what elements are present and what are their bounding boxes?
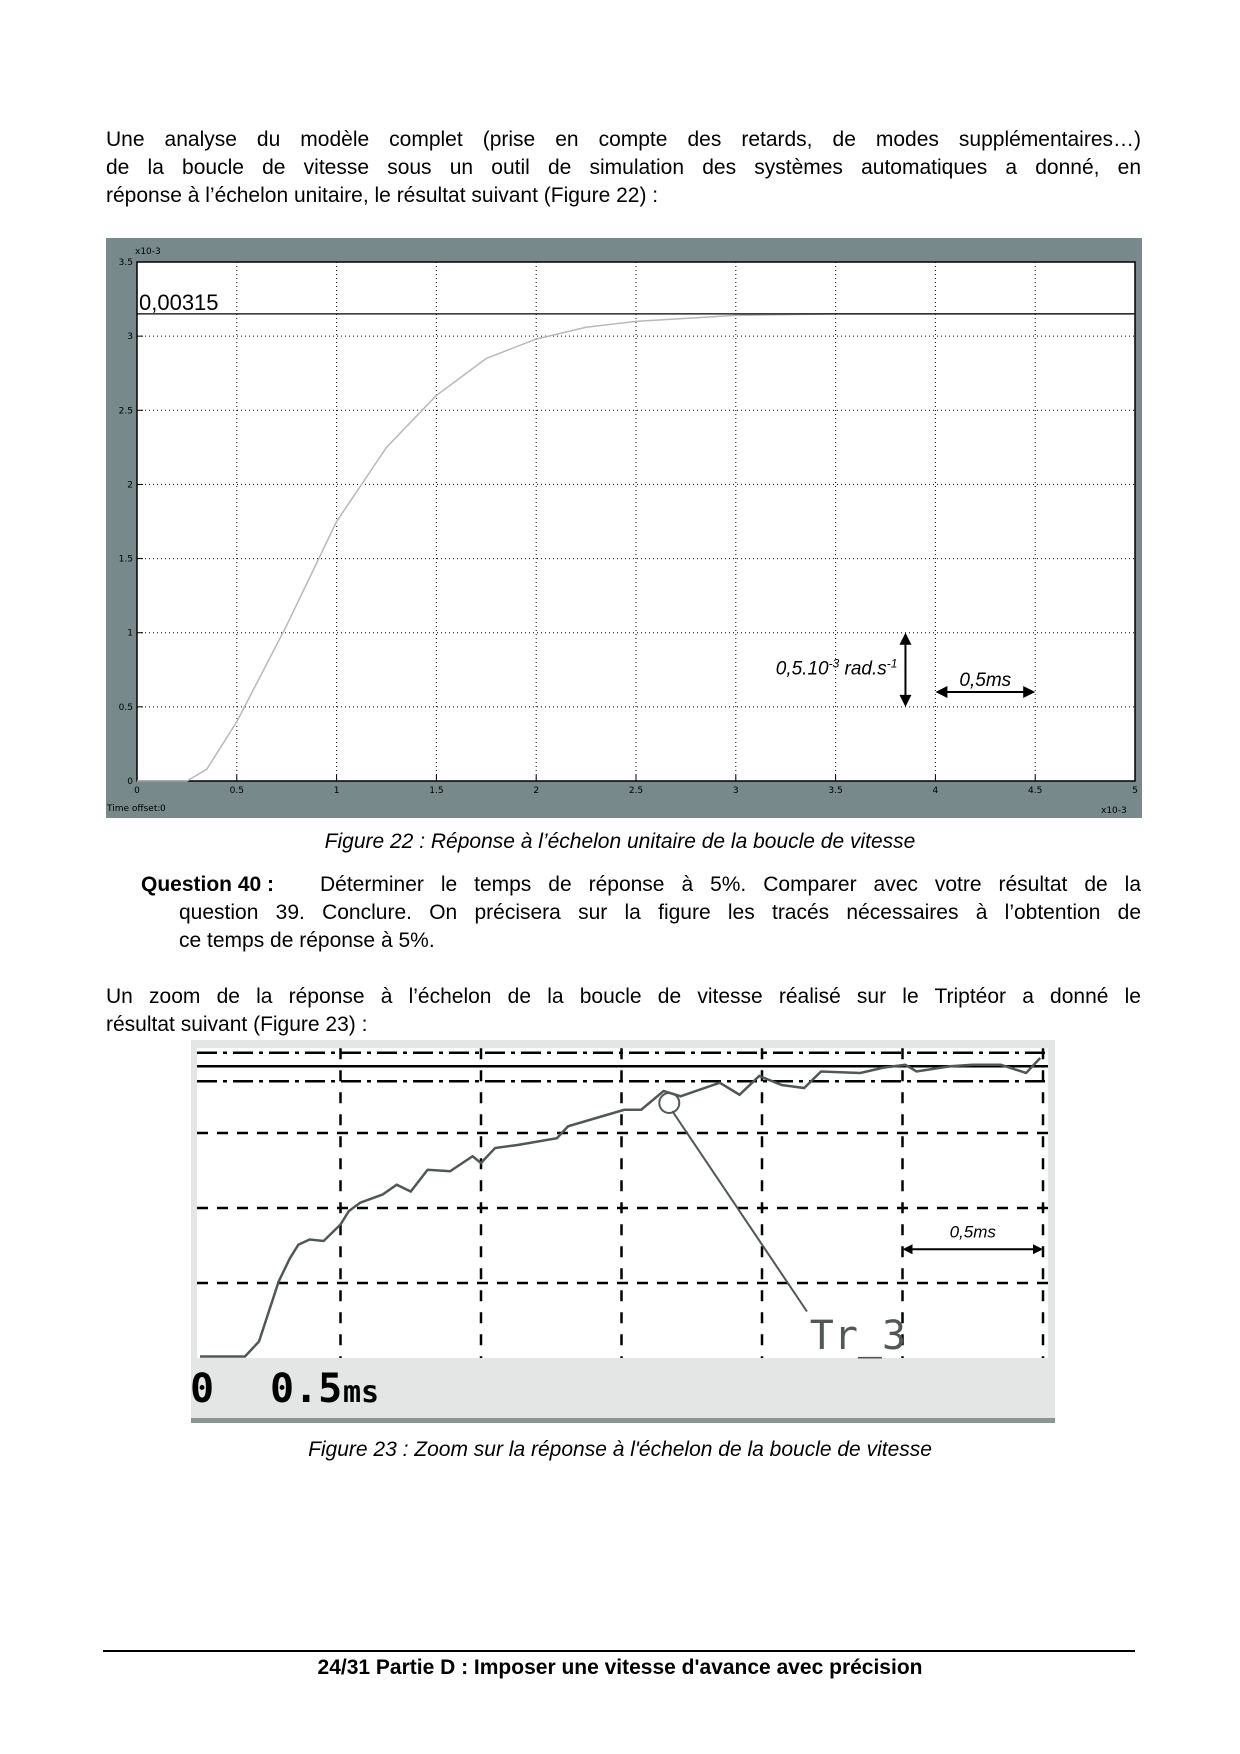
x-label-unit: ms (343, 1375, 380, 1410)
horizontal-scale-label: 0,5ms (959, 670, 1012, 692)
y-tick-label: 3.5 (118, 258, 133, 268)
y-tick-label: 3 (127, 332, 133, 343)
y-multiplier: x10-3 (135, 247, 161, 257)
time-offset-value: 0 (160, 804, 166, 814)
x-tick-label: 0 (134, 786, 140, 796)
x-label-zero: 0 (190, 1366, 215, 1412)
scale-label-part: -3 (828, 656, 840, 671)
scale-label-part: 0,5.10 (775, 658, 829, 680)
x-tick-label: 3 (732, 786, 739, 796)
x-tick-label: 5 (1132, 786, 1138, 796)
time-offset-label: Time offset: (107, 804, 161, 814)
x-tick-label: 2 (533, 786, 540, 796)
para2-line-2: résultat suivant (Figure 23) : (106, 1013, 368, 1036)
figure-23-caption: Figure 23 : Zoom sur la réponse à l'échelon de la boucle de vitesse (308, 1438, 932, 1461)
footer-text: 24/31 Partie D : Imposer une vitesse d'avance avec précision (317, 1656, 923, 1679)
scale-label: 0,5ms (949, 1222, 996, 1242)
intro-line-3: réponse à l’échelon unitaire, le résultat suivant (Figure 22) : (106, 184, 659, 207)
intro-line-2: de la boucle de vitesse sous un outil de simulation des systèmes automatiques a donné, en (106, 156, 1141, 179)
scale-label-part: -1 (886, 656, 898, 671)
y-tick-label: 2.5 (118, 406, 133, 417)
marker-label: Tr_3 (809, 1313, 907, 1359)
bottom-bar (191, 1418, 1055, 1423)
intro-line-1: Une analyse du modèle complet (prise en compte des retards, de modes supplémentaires…) (106, 128, 1141, 151)
scale-label-part: rad.s (839, 658, 887, 680)
x-label-division: 0.5 (270, 1366, 343, 1412)
x-tick-label: 4.5 (1028, 786, 1043, 796)
y-tick-label: 2 (127, 480, 133, 491)
x-multiplier: x10-3 (1101, 806, 1127, 816)
x-tick-label: 3.5 (828, 786, 843, 796)
figure-22-caption: Figure 22 : Réponse à l’échelon unitaire de la boucle de vitesse (324, 830, 916, 853)
question-line-3: ce temps de réponse à 5%. (179, 929, 435, 952)
x-tick-label: 4 (932, 786, 939, 796)
y-tick-label: 0.5 (118, 702, 133, 713)
final-value-label: 0,00315 (139, 289, 219, 315)
question-line-2: question 39. Conclure. On précisera sur la figure les tracés nécessaires à l’obtention de (179, 901, 1141, 924)
x-tick-label: 1.5 (429, 786, 444, 796)
para2-line-1: Un zoom de la réponse à l’échelon de la boucle de vitesse réalisé sur le Triptéor a donné le (106, 985, 1141, 1008)
question-label: Question 40 : (141, 873, 275, 896)
y-tick-label: 1 (127, 628, 133, 639)
x-tick-label: 0.5 (229, 786, 244, 796)
y-tick-label: 1.5 (118, 554, 133, 565)
question-line-1: Déterminer le temps de réponse à 5%. Comparer avec votre résultat de la (320, 873, 1141, 896)
x-tick-label: 2.5 (628, 786, 644, 796)
x-tick-label: 1 (333, 786, 340, 796)
footer-rule (103, 1650, 1135, 1652)
y-tick-label: 0 (127, 777, 133, 787)
